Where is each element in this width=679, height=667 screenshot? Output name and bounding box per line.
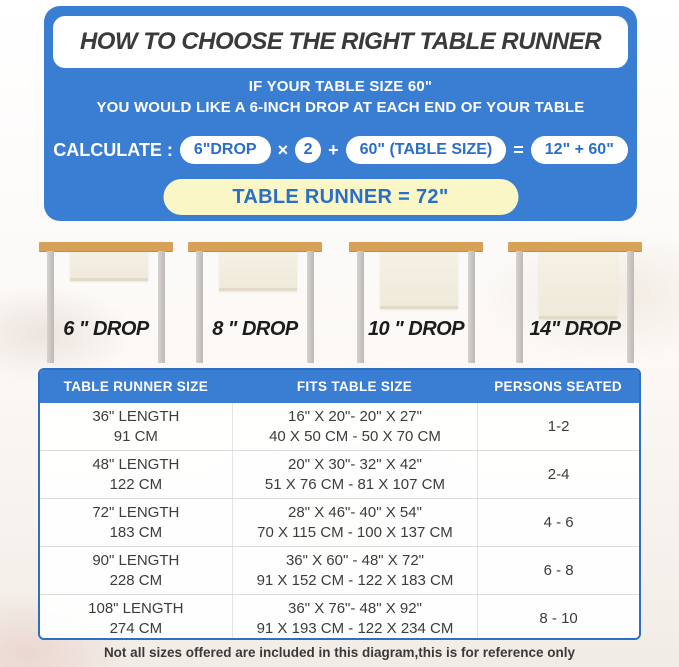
runner-illustration [539,242,617,319]
fits-table-cell [232,547,478,594]
runner-size-cm: 228 CM [109,571,163,589]
table-figure-6in [39,242,173,367]
runner-size-cm: 183 CM [109,523,163,541]
runner-size-cm: 274 CM [109,619,163,637]
persons-seated: 4 - 6 [543,513,574,531]
fits-table-cm: 70 X 115 CM - 100 X 137 CM [257,523,453,541]
multiplier-pill: 2 [295,137,321,163]
table-size-pill: 60" (TABLE SIZE) [346,136,507,164]
fits-table-cell [232,499,478,546]
runner-size-cm: 91 CM [113,427,158,445]
page-title: HOW TO CHOOSE THE RIGHT TABLE RUNNER [79,28,602,55]
subtitle-line2: YOU WOULD LIKE A 6-INCH DROP AT EACH END OF YOUR TABLE [96,99,585,116]
plus-operator: + [328,139,339,160]
table-figure-10in [349,242,483,367]
drop-label: 14" DROP [529,318,621,340]
persons-seated-cell [477,595,639,640]
title-banner [53,16,628,68]
fits-table-cell [232,451,478,498]
drop-value-pill: 6"DROP [180,136,271,164]
runner-size-cm: 122 CM [109,475,163,493]
persons-seated: 8 - 10 [539,609,578,627]
persons-seated-cell [477,499,639,546]
table-leg [627,251,634,363]
fits-table-cm: 51 X 76 CM - 81 X 107 CM [264,475,445,493]
drop-label: 10 " DROP [367,318,465,340]
formula-row [44,136,637,164]
runner-size-cell [40,451,232,498]
tabletop [188,242,322,252]
runner-size-inches: 108" LENGTH [88,600,184,618]
runner-size-cell [40,547,232,594]
table-figure-8in [188,242,322,367]
sum-pill: 12" + 60" [531,136,628,164]
fits-table-inches: 16" X 20"- 20" X 27" [288,408,422,426]
table-leg [468,251,475,363]
table-row [40,498,639,546]
persons-seated-cell [477,403,639,450]
table-leg [47,251,54,363]
drop-illustrations [0,242,679,367]
runner-size-cell [40,403,232,450]
result-text: TABLE RUNNER = 72" [232,185,449,208]
column-header-persons: PERSONS SEATED [494,379,622,394]
persons-seated: 1-2 [547,417,570,435]
drop-label: 8 " DROP [212,318,298,340]
table-row [40,403,639,450]
runner-size-inches: 48" LENGTH [92,456,180,474]
fits-table-cell [232,403,478,450]
fits-table-inches: 36" X 60" - 48" X 72" [285,552,424,570]
fits-table-cm: 91 X 152 CM - 122 X 183 CM [256,571,454,589]
table-leg [196,251,203,363]
drop-label: 6 " DROP [63,318,149,340]
persons-seated: 6 - 8 [543,561,574,579]
fits-table-cm: 40 X 50 CM - 50 X 70 CM [269,427,441,445]
table-leg [158,251,165,363]
persons-seated-cell [477,451,639,498]
footnote: Not all sizes offered are included in this diagram,this is for reference only [103,645,576,660]
table-figure-14in [508,242,642,367]
multiply-operator: × [277,139,289,160]
column-header-runner-size: TABLE RUNNER SIZE [63,379,209,394]
size-table-header [40,370,639,403]
fits-table-cm: 91 X 193 CM - 122 X 234 CM [256,619,454,637]
tabletop [39,242,173,252]
subtitle-line1: IF YOUR TABLE SIZE 60" [248,78,433,95]
runner-illustration [380,242,458,309]
table-leg [307,251,314,363]
size-table [38,368,641,640]
fits-table-inches: 28" X 46"- 40" X 54" [288,504,422,522]
runner-size-inches: 36" LENGTH [92,408,180,426]
fits-table-inches: 36" X 76"- 48" X 92" [288,600,422,618]
runner-size-cell [40,595,232,640]
runner-size-inches: 72" LENGTH [92,504,180,522]
persons-seated: 2-4 [547,465,570,483]
tabletop [349,242,483,252]
persons-seated-cell [477,547,639,594]
result-pill [163,179,518,215]
runner-size-inches: 90" LENGTH [92,552,180,570]
fits-table-cell [232,595,478,640]
table-leg [516,251,523,363]
fits-table-inches: 20" X 30"- 32" X 42" [288,456,422,474]
column-header-fits-table: FITS TABLE SIZE [296,379,413,394]
table-row [40,546,639,594]
equals-operator: = [513,139,524,160]
table-row [40,594,639,640]
runner-size-cell [40,499,232,546]
table-leg [357,251,364,363]
table-row [40,450,639,498]
tabletop [508,242,642,252]
calculate-label: CALCULATE : [53,139,173,160]
header-card [44,6,637,221]
